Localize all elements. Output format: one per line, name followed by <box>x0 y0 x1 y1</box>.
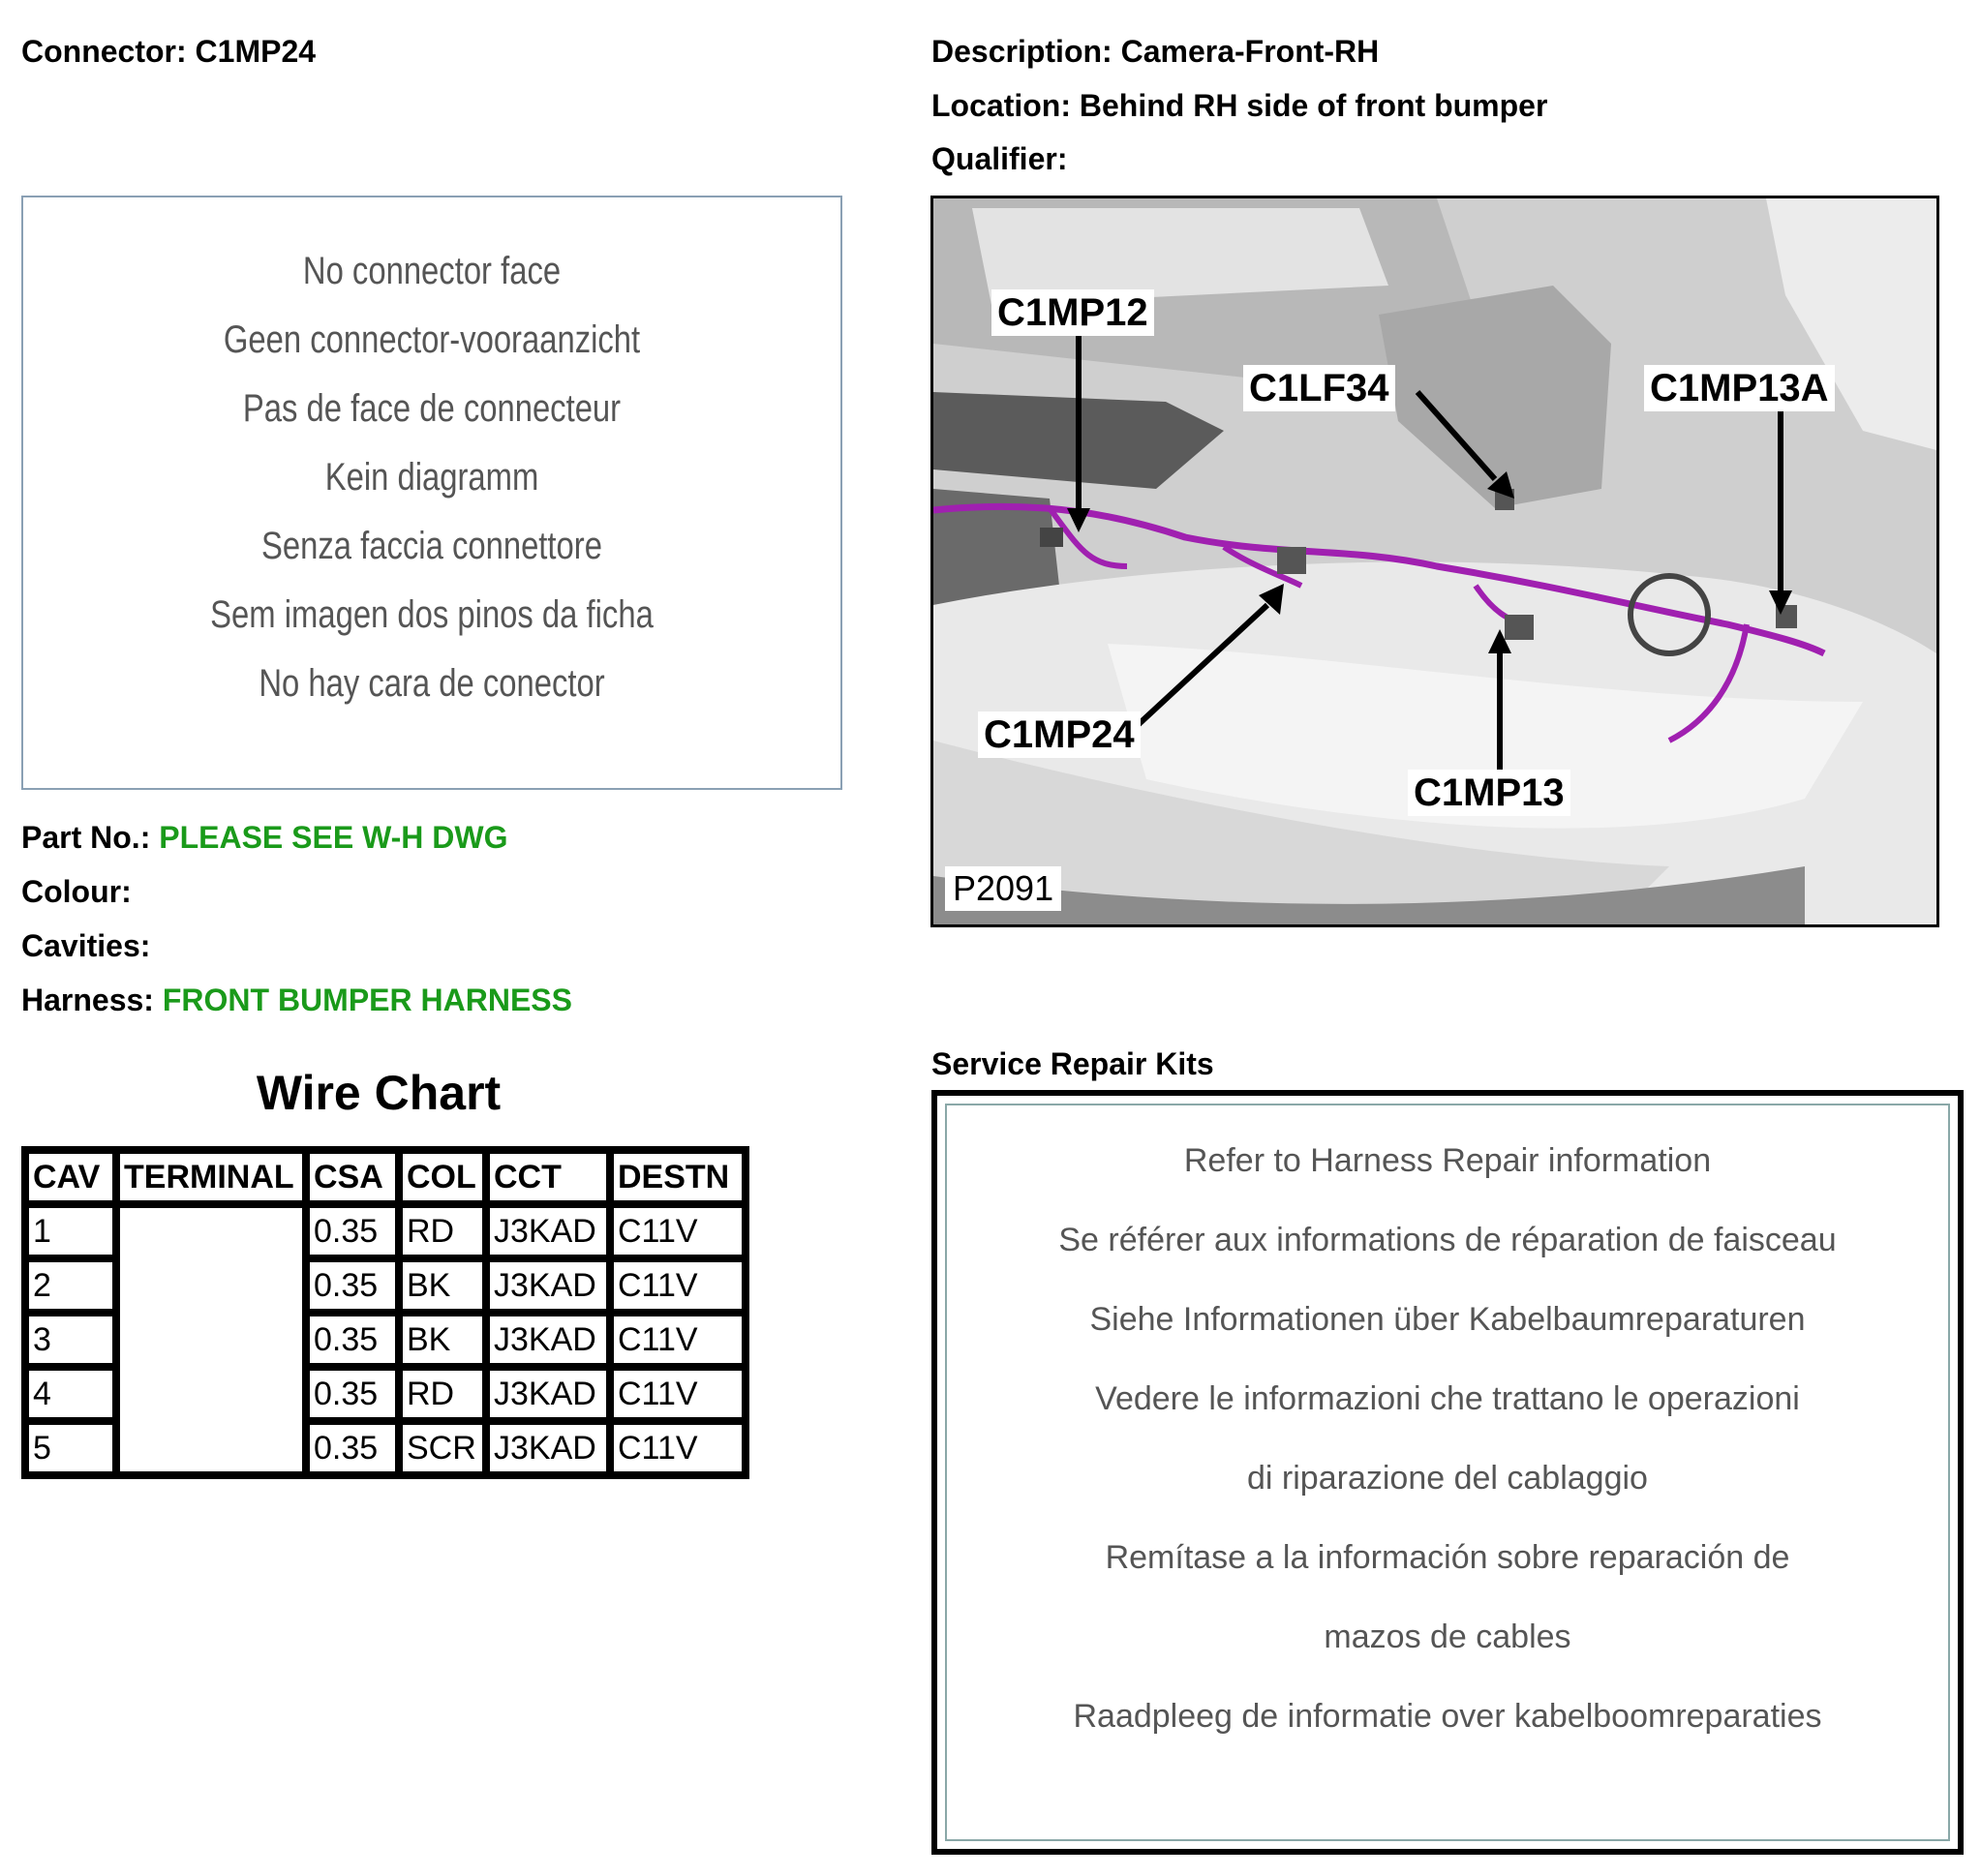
cell-csa: 0.35 <box>306 1313 399 1367</box>
wire-chart-table <box>21 1146 749 1479</box>
harness-label: Harness: <box>21 983 154 1017</box>
cell-col: RD <box>399 1367 486 1421</box>
callout-c1mp12: C1MP12 <box>991 289 1154 336</box>
harness-field <box>21 982 572 1018</box>
location-label: Location: <box>931 88 1071 123</box>
cell-destn: C11V <box>610 1258 746 1313</box>
harness-value: FRONT BUMPER HARNESS <box>162 983 572 1017</box>
location-value: Behind RH side of front bumper <box>1079 88 1548 123</box>
cell-csa: 0.35 <box>306 1421 399 1475</box>
connector-face-line: Senza faccia connettore <box>261 525 602 567</box>
service-repair-line: Se référer aux informations de réparation de faisceau <box>1058 1222 1837 1258</box>
table-header-row <box>25 1150 746 1204</box>
col-header-cav: CAV <box>25 1150 116 1204</box>
col-header-terminal: TERMINAL <box>116 1150 306 1204</box>
cell-col: SCR <box>399 1421 486 1475</box>
service-repair-line: di riparazione del cablaggio <box>1247 1460 1648 1497</box>
service-repair-line: Remítase a la información sobre reparación de <box>1105 1539 1790 1576</box>
cell-destn: C11V <box>610 1204 746 1258</box>
callout-c1lf34: C1LF34 <box>1243 365 1395 411</box>
connector-face-line: Pas de face de connecteur <box>242 387 622 430</box>
description-value: Camera-Front-RH <box>1120 34 1380 69</box>
service-repair-line: Vedere le informazioni che trattano le operazioni <box>1095 1380 1800 1417</box>
cell-cct: J3KAD <box>486 1204 610 1258</box>
callout-c1mp13: C1MP13 <box>1408 770 1570 816</box>
col-header-col: COL <box>399 1150 486 1204</box>
connector-face-line: Sem imagen dos pinos da ficha <box>210 593 654 636</box>
col-header-cct: CCT <box>486 1150 610 1204</box>
cell-csa: 0.35 <box>306 1204 399 1258</box>
cell-cct: J3KAD <box>486 1258 610 1313</box>
part-no-label: Part No.: <box>21 820 151 855</box>
wire-chart-title: Wire Chart <box>256 1066 502 1120</box>
connector-field <box>21 33 316 70</box>
service-repair-line: Raadpleeg de informatie over kabelboomreparaties <box>1073 1698 1822 1735</box>
connector-value: C1MP24 <box>195 34 317 69</box>
service-repair-line: Refer to Harness Repair information <box>1183 1142 1712 1179</box>
cell-destn: C11V <box>610 1421 746 1475</box>
colour-label: Colour: <box>21 874 132 909</box>
qualifier-label: Qualifier: <box>931 141 1068 176</box>
cell-cav: 1 <box>25 1204 116 1258</box>
connector-face-line: Geen connector-vooraanzicht <box>223 318 641 361</box>
description-field <box>931 33 1379 70</box>
col-header-csa: CSA <box>306 1150 399 1204</box>
col-header-destn: DESTN <box>610 1150 746 1204</box>
cell-col: BK <box>399 1313 486 1367</box>
cell-cct: J3KAD <box>486 1421 610 1475</box>
cell-terminal <box>116 1204 306 1475</box>
part-no-value: PLEASE SEE W-H DWG <box>159 820 508 855</box>
cavities-label: Cavities: <box>21 928 151 963</box>
colour-field <box>21 873 132 910</box>
cell-csa: 0.35 <box>306 1367 399 1421</box>
cavities-field <box>21 927 150 964</box>
connector-face-line: Kein diagramm <box>324 456 539 499</box>
description-label: Description: <box>931 34 1112 69</box>
service-repair-box <box>931 1090 1964 1855</box>
cell-cct: J3KAD <box>486 1313 610 1367</box>
connector-label: Connector: <box>21 34 187 69</box>
connector-face-box <box>21 196 842 790</box>
cell-col: BK <box>399 1258 486 1313</box>
cell-cav: 2 <box>25 1258 116 1313</box>
connector-location-image <box>930 196 1939 927</box>
cell-cav: 3 <box>25 1313 116 1367</box>
service-repair-line: Siehe Informationen über Kabelbaumreparaturen <box>1089 1301 1806 1338</box>
location-field <box>931 87 1547 124</box>
cell-destn: C11V <box>610 1313 746 1367</box>
cell-cct: J3KAD <box>486 1367 610 1421</box>
service-repair-inner <box>945 1104 1950 1841</box>
cell-destn: C11V <box>610 1367 746 1421</box>
table-row <box>25 1204 746 1258</box>
cell-cav: 4 <box>25 1367 116 1421</box>
connector-face-line: No hay cara de conector <box>259 662 605 705</box>
cell-csa: 0.35 <box>306 1258 399 1313</box>
figure-id: P2091 <box>945 866 1061 911</box>
service-repair-line: mazos de cables <box>1324 1619 1571 1655</box>
callout-c1mp13a: C1MP13A <box>1644 365 1835 411</box>
connector-face-line: No connector face <box>302 250 562 292</box>
cell-cav: 5 <box>25 1421 116 1475</box>
part-no-field <box>21 819 508 856</box>
qualifier-field <box>931 140 1067 177</box>
service-repair-title: Service Repair Kits <box>931 1046 1214 1081</box>
callout-c1mp24: C1MP24 <box>978 711 1141 758</box>
cell-col: RD <box>399 1204 486 1258</box>
